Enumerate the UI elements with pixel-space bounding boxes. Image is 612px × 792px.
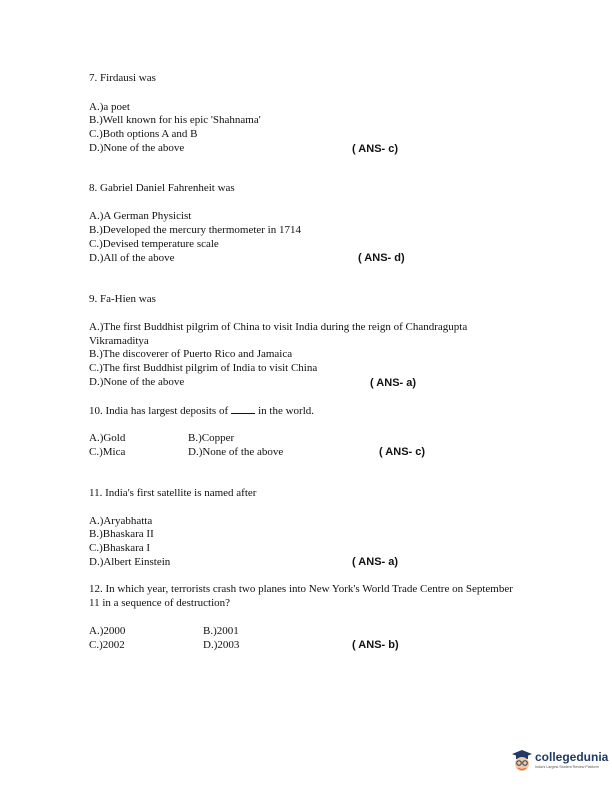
q8-option-c: C.)Devised temperature scale [89, 238, 219, 250]
question-9-text: 9. Fa-Hien was [89, 293, 156, 305]
q9-option-b: B.)The discoverer of Puerto Rico and Jamaica [89, 348, 293, 360]
q12-answer: ( ANS- b) [352, 639, 399, 651]
q12-option-c: C.)2002 [89, 639, 125, 651]
q11-answer: ( ANS- a) [352, 556, 399, 568]
q12-option-a: A.)2000 [89, 625, 126, 637]
q11-option-b: B.)Bhaskara II [89, 528, 154, 540]
q11-option-a: A.)Aryabhatta [89, 515, 153, 527]
q10-answer: ( ANS- c) [379, 446, 426, 458]
question-8-text: 8. Gabriel Daniel Fahrenheit was [89, 182, 235, 194]
question-11-text: 11. India's first satellite is named after [89, 487, 257, 499]
question-10-text [89, 404, 314, 419]
q8-answer: ( ANS- d) [358, 252, 405, 264]
brand-tagline: India's Largest Student Review Platform [535, 765, 599, 769]
q10-option-d: D.)None of the above [188, 446, 284, 458]
q10-text-after: in the world. [258, 405, 315, 417]
q10-option-a: A.)Gold [89, 432, 126, 444]
q8-option-b: B.)Developed the mercury thermometer in 1714 [89, 224, 301, 236]
question-12-text: 12. In which year, terrorists crash two planes into New York's World Trade Centre on September 11 in a sequence of destruction? [89, 583, 513, 609]
q10-option-b: B.)Copper [188, 432, 235, 444]
q12-option-b: B.)2001 [203, 625, 239, 637]
q10-option-c: C.)Mica [89, 446, 126, 458]
q12-option-d: D.)2003 [203, 639, 240, 651]
question-7-text: 7. Firdausi was [89, 72, 156, 84]
q8-option-d: D.)All of the above [89, 252, 175, 264]
q8-option-a: A.)A German Physicist [89, 210, 192, 222]
q9-option-c: C.)The first Buddhist pilgrim of India to visit China [89, 362, 318, 374]
q9-option-a: A.)The first Buddhist pilgrim of China to visit India during the reign of Chandragupta Vikramaditya [89, 321, 468, 347]
q9-answer: ( ANS- a) [370, 377, 417, 389]
q7-answer: ( ANS- c) [352, 143, 399, 155]
brand-name: collegedunia [535, 750, 609, 764]
q10-text-before: 10. India has largest deposits of [89, 405, 229, 417]
q7-option-a: A.)a poet [89, 101, 130, 113]
q7-option-b: B.)Well known for his epic 'Shahnama' [89, 114, 261, 126]
q7-option-d: D.)None of the above [89, 142, 185, 154]
q11-option-c: C.)Bhaskara I [89, 542, 151, 554]
graduate-mascot-icon [511, 749, 533, 773]
q9-option-d: D.)None of the above [89, 376, 185, 388]
q11-option-d: D.)Albert Einstein [89, 556, 171, 568]
q7-option-c: C.)Both options A and B [89, 128, 198, 140]
q10-blank [231, 404, 255, 414]
